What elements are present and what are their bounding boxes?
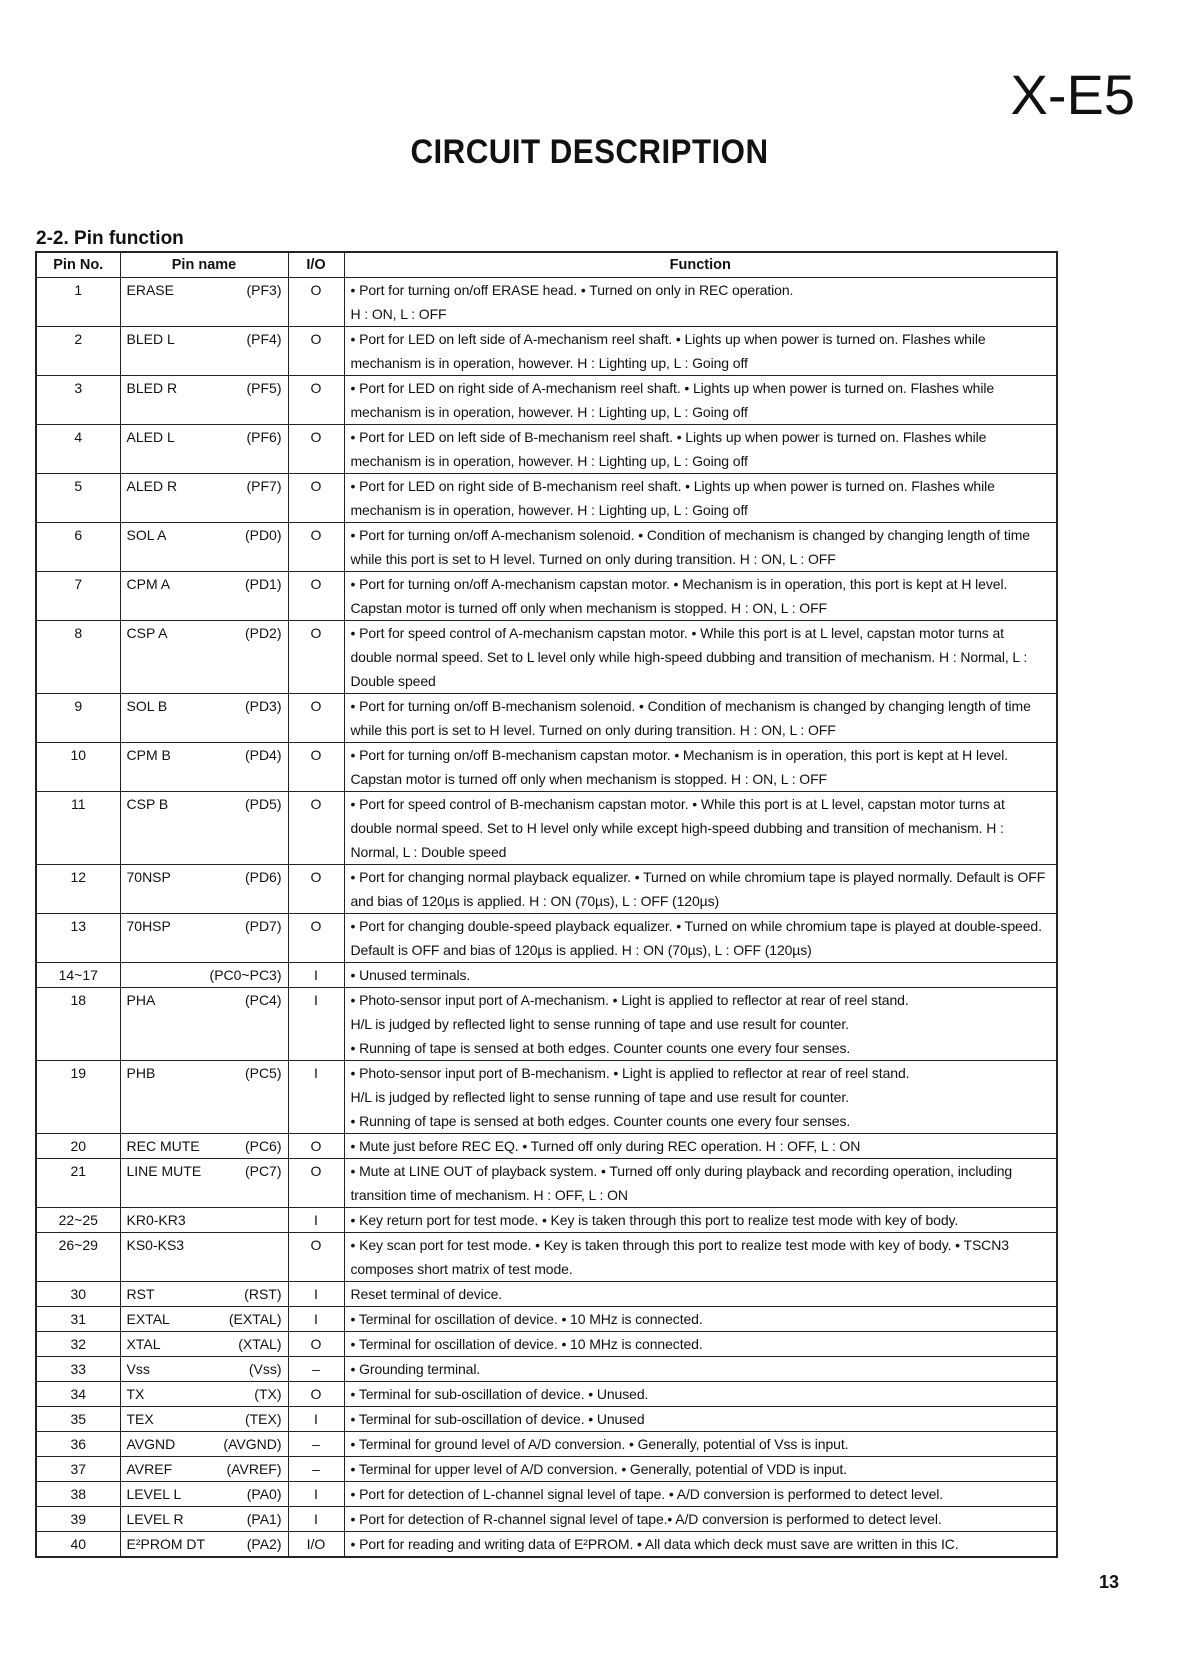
pin-function: • Photo-sensor input port of A-mechanism. • Light is applied to reflector at rear of reel stand. H/L is judged by reflected light to sense running of tape and use result for counter. • Running of tape is sensed at both edges. Counter counts one every four senses. (344, 988, 1057, 1061)
pin-port: (PA2) (246, 1536, 282, 1552)
table-row (36, 1432, 1057, 1457)
pin-port: (PA0) (246, 1486, 282, 1502)
pin-port: (PF7) (246, 478, 282, 494)
pin-io: O (288, 914, 344, 963)
table-row (36, 1208, 1057, 1233)
pin-number: 40 (36, 1532, 120, 1558)
pin-name-cell (120, 1507, 288, 1532)
table-row (36, 1307, 1057, 1332)
pin-function: • Port for speed control of A-mechanism capstan motor. • While this port is at L level, capstan motor turns at double normal speed. Set to L level only while high-speed dubbing and transition of mechanism. H : Normal, L : Double speed (344, 621, 1057, 694)
pin-number: 3 (36, 376, 120, 425)
pin-number: 13 (36, 914, 120, 963)
pin-name-cell (120, 963, 288, 988)
pin-number: 6 (36, 523, 120, 572)
pin-io: O (288, 572, 344, 621)
pin-number: 39 (36, 1507, 120, 1532)
table-row (36, 743, 1057, 792)
pin-name-cell (120, 914, 288, 963)
pin-io: – (288, 1432, 344, 1457)
pin-io: I (288, 1507, 344, 1532)
pin-name: BLED L (126, 331, 175, 347)
pin-name: RST (126, 1286, 155, 1302)
pin-function: • Port for detection of L-channel signal level of tape. • A/D conversion is performed to detect level. (344, 1482, 1057, 1507)
table-row (36, 1407, 1057, 1432)
pin-name-cell (120, 474, 288, 523)
pin-port: (PC7) (244, 1163, 282, 1179)
pin-number: 10 (36, 743, 120, 792)
table-row (36, 1507, 1057, 1532)
pin-function: • Mute at LINE OUT of playback system. • Turned off only during playback and recording operation, including transition time of mechanism. H : OFF, L : ON (344, 1159, 1057, 1208)
pin-port: (PD1) (244, 576, 282, 592)
pin-port: (PD6) (244, 869, 282, 885)
pin-port: (TX) (254, 1386, 282, 1402)
pin-port: (PD5) (244, 796, 282, 812)
table-row (36, 327, 1057, 376)
pin-name: CSP A (126, 625, 168, 641)
pin-function: • Port for turning on/off B-mechanism capstan motor. • Mechanism is in operation, this port is kept at H level. Capstan motor is turned off only when mechanism is stopped. H : ON, L : OFF (344, 743, 1057, 792)
pin-io: O (288, 865, 344, 914)
pin-function: • Key scan port for test mode. • Key is taken through this port to realize test mode with key of body. • TSCN3 composes short matrix of test mode. (344, 1233, 1057, 1282)
pin-io: O (288, 1159, 344, 1208)
pin-function: • Port for changing double-speed playback equalizer. • Turned on while chromium tape is played at double-speed. Default is OFF and bias of 120µs is applied. H : ON (70µs), L : OFF (120µs) (344, 914, 1057, 963)
table-row (36, 1134, 1057, 1159)
pin-io: O (288, 792, 344, 865)
table-row (36, 914, 1057, 963)
pin-io: I (288, 1282, 344, 1307)
pin-port: (AVREF) (226, 1461, 282, 1477)
pin-name: KR0-KR3 (126, 1212, 186, 1228)
pin-port: (PC4) (244, 992, 282, 1008)
pin-number: 18 (36, 988, 120, 1061)
pin-name-cell (120, 1159, 288, 1208)
pin-function: • Port for turning on/off A-mechanism capstan motor. • Mechanism is in operation, this port is kept at H level. Capstan motor is turned off only when mechanism is stopped. H : ON, L : OFF (344, 572, 1057, 621)
pin-io: O (288, 523, 344, 572)
pin-port: (PF5) (246, 380, 282, 396)
pin-number: 9 (36, 694, 120, 743)
pin-io: I (288, 988, 344, 1061)
pin-function-table (35, 251, 1058, 1558)
pin-io: O (288, 376, 344, 425)
pin-number: 37 (36, 1457, 120, 1482)
pin-name-cell (120, 1457, 288, 1482)
pin-name-cell (120, 1357, 288, 1382)
pin-name: ERASE (126, 282, 174, 298)
pin-function: • Port for turning on/off A-mechanism solenoid. • Condition of mechanism is changed by changing length of time while this port is set to H level. Turned on only during transition. H : ON, L : OFF (344, 523, 1057, 572)
pin-name: SOL A (126, 527, 167, 543)
pin-name-cell (120, 1134, 288, 1159)
pin-function: • Grounding terminal. (344, 1357, 1057, 1382)
pin-function: • Port for turning on/off ERASE head. • Turned on only in REC operation. H : ON, L : OFF (344, 278, 1057, 327)
pin-function: • Terminal for oscillation of device. • 10 MHz is connected. (344, 1307, 1057, 1332)
pin-port: (PD0) (244, 527, 282, 543)
pin-name: Vss (126, 1361, 150, 1377)
pin-number: 12 (36, 865, 120, 914)
pin-name: LINE MUTE (126, 1163, 202, 1179)
pin-name: 70NSP (126, 869, 171, 885)
table-row (36, 1482, 1057, 1507)
pin-port: (AVGND) (223, 1436, 282, 1452)
pin-port: (PC0~PC3) (209, 967, 282, 983)
table-row (36, 1061, 1057, 1134)
pin-function: • Terminal for upper level of A/D conversion. • Generally, potential of VDD is input. (344, 1457, 1057, 1482)
pin-name: XTAL (126, 1336, 161, 1352)
pin-port: (EXTAL) (228, 1311, 282, 1327)
pin-function: Reset terminal of device. (344, 1282, 1057, 1307)
pin-number: 38 (36, 1482, 120, 1507)
pin-function: • Port for LED on right side of A-mechanism reel shaft. • Lights up when power is turned on. Flashes while mechanism is in operation, however. H : Lighting up, L : Going off (344, 376, 1057, 425)
pin-io: – (288, 1357, 344, 1382)
pin-function: • Port for detection of R-channel signal level of tape.• A/D conversion is performed to detect level. (344, 1507, 1057, 1532)
pin-name: AVREF (126, 1461, 173, 1477)
table-row (36, 523, 1057, 572)
table-row (36, 988, 1057, 1061)
pin-port: (PA1) (246, 1511, 282, 1527)
pin-io: O (288, 694, 344, 743)
pin-function: • Port for LED on right side of B-mechanism reel shaft. • Lights up when power is turned on. Flashes while mechanism is in operation, however. H : Lighting up, L : Going off (344, 474, 1057, 523)
pin-function: • Terminal for sub-oscillation of device. • Unused. (344, 1382, 1057, 1407)
table-row (36, 572, 1057, 621)
pin-number: 33 (36, 1357, 120, 1382)
pin-name-cell (120, 1407, 288, 1432)
pin-io: I (288, 1482, 344, 1507)
pin-name: LEVEL R (126, 1511, 184, 1527)
pin-io: O (288, 743, 344, 792)
pin-port: (PD4) (244, 747, 282, 763)
header-io: I/O (288, 252, 344, 278)
pin-name-cell (120, 988, 288, 1061)
pin-name: SOL B (126, 698, 168, 714)
pin-io: I (288, 963, 344, 988)
pin-name-cell (120, 1332, 288, 1357)
pin-name: AVGND (126, 1436, 176, 1452)
model-name: X-E5 (1010, 63, 1135, 126)
table-row (36, 1332, 1057, 1357)
pin-number: 36 (36, 1432, 120, 1457)
pin-name: REC MUTE (126, 1138, 200, 1154)
pin-name-cell (120, 1208, 288, 1233)
pin-port: (RST) (244, 1286, 282, 1302)
page-number: 13 (1098, 1572, 1119, 1592)
pin-function: • Key return port for test mode. • Key is taken through this port to realize test mode with key of body. (344, 1208, 1057, 1233)
page-title: CIRCUIT DESCRIPTION (410, 133, 769, 171)
header-function: Function (344, 252, 1057, 278)
pin-name-cell (120, 572, 288, 621)
pin-io: – (288, 1457, 344, 1482)
pin-function: • Terminal for sub-oscillation of device. • Unused (344, 1407, 1057, 1432)
header-pin-no: Pin No. (36, 252, 120, 278)
pin-name-cell (120, 1432, 288, 1457)
table-header-row (36, 252, 1057, 278)
pin-number: 21 (36, 1159, 120, 1208)
pin-number: 32 (36, 1332, 120, 1357)
pin-name: CSP B (126, 796, 169, 812)
table-row (36, 865, 1057, 914)
pin-name: ALED R (126, 478, 178, 494)
pin-io: O (288, 1134, 344, 1159)
pin-io: O (288, 327, 344, 376)
pin-name: TX (126, 1386, 145, 1402)
pin-io: O (288, 278, 344, 327)
pin-port: (PC6) (244, 1138, 282, 1154)
pin-name-cell (120, 327, 288, 376)
pin-io: O (288, 1382, 344, 1407)
table-row (36, 963, 1057, 988)
pin-name-cell (120, 523, 288, 572)
pin-port: (XTAL) (238, 1336, 282, 1352)
pin-number: 7 (36, 572, 120, 621)
pin-name: ALED L (126, 429, 175, 445)
pin-number: 14~17 (36, 963, 120, 988)
pin-io: I/O (288, 1532, 344, 1558)
pin-io: O (288, 1233, 344, 1282)
pin-io: I (288, 1208, 344, 1233)
pin-number: 31 (36, 1307, 120, 1332)
section-heading: 2-2. Pin function (36, 228, 184, 249)
table-row (36, 1282, 1057, 1307)
pin-port: (PC5) (244, 1065, 282, 1081)
pin-name-cell (120, 865, 288, 914)
pin-name-cell (120, 621, 288, 694)
pin-port: (PD7) (244, 918, 282, 934)
pin-port: (PF3) (246, 282, 282, 298)
pin-io: I (288, 1307, 344, 1332)
table-row (36, 1457, 1057, 1482)
pin-io: I (288, 1407, 344, 1432)
pin-function: • Port for speed control of B-mechanism capstan motor. • While this port is at L level, capstan motor turns at double normal speed. Set to H level only while except high-speed dubbing and transition of mechanism. H : Normal, L : Double speed (344, 792, 1057, 865)
pin-function: • Port for LED on left side of B-mechanism reel shaft. • Lights up when power is turned on. Flashes while mechanism is in operation, however. H : Lighting up, L : Going off (344, 425, 1057, 474)
pin-number: 26~29 (36, 1233, 120, 1282)
pin-name: BLED R (126, 380, 178, 396)
pin-port: (PF6) (246, 429, 282, 445)
pin-function: • Unused terminals. (344, 963, 1057, 988)
pin-name: LEVEL L (126, 1486, 182, 1502)
table-row (36, 1532, 1057, 1558)
pin-name-cell (120, 1307, 288, 1332)
pin-name-cell (120, 1061, 288, 1134)
pin-port: (PF4) (246, 331, 282, 347)
pin-name: KS0-KS3 (126, 1237, 185, 1253)
pin-function: • Mute just before REC EQ. • Turned off only during REC operation. H : OFF, L : ON (344, 1134, 1057, 1159)
pin-number: 19 (36, 1061, 120, 1134)
table-row (36, 694, 1057, 743)
pin-function: • Terminal for ground level of A/D conversion. • Generally, potential of Vss is input. (344, 1432, 1057, 1457)
pin-number: 30 (36, 1282, 120, 1307)
pin-name: 70HSP (126, 918, 171, 934)
pin-number: 5 (36, 474, 120, 523)
pin-name: TEX (126, 1411, 154, 1427)
pin-number: 35 (36, 1407, 120, 1432)
pin-function: • Terminal for oscillation of device. • 10 MHz is connected. (344, 1332, 1057, 1357)
pin-name-cell (120, 1532, 288, 1558)
pin-number: 2 (36, 327, 120, 376)
pin-number: 1 (36, 278, 120, 327)
pin-port: (PD3) (244, 698, 282, 714)
table-row (36, 376, 1057, 425)
table-row (36, 474, 1057, 523)
pin-number: 22~25 (36, 1208, 120, 1233)
pin-name-cell (120, 376, 288, 425)
pin-name-cell (120, 1382, 288, 1407)
pin-io: O (288, 1332, 344, 1357)
table-row (36, 278, 1057, 327)
pin-function: • Port for LED on left side of A-mechanism reel shaft. • Lights up when power is turned on. Flashes while mechanism is in operation, however. H : Lighting up, L : Going off (344, 327, 1057, 376)
pin-io: O (288, 425, 344, 474)
pin-io: O (288, 621, 344, 694)
pin-port: (PD2) (244, 625, 282, 641)
pin-name-cell (120, 1233, 288, 1282)
pin-number: 4 (36, 425, 120, 474)
pin-name: E²PROM DT (126, 1536, 206, 1552)
pin-name-cell (120, 792, 288, 865)
table-row (36, 1159, 1057, 1208)
pin-name: CPM B (126, 747, 171, 763)
table-row (36, 1357, 1057, 1382)
pin-name-cell (120, 743, 288, 792)
pin-function: • Port for changing normal playback equalizer. • Turned on while chromium tape is played normally. Default is OFF and bias of 120µs is applied. H : ON (70µs), L : OFF (120µs) (344, 865, 1057, 914)
pin-number: 11 (36, 792, 120, 865)
pin-name: EXTAL (126, 1311, 170, 1327)
table-row (36, 621, 1057, 694)
pin-io: I (288, 1061, 344, 1134)
table-row (36, 1382, 1057, 1407)
pin-number: 20 (36, 1134, 120, 1159)
pin-port: (Vss) (248, 1361, 282, 1377)
pin-io: O (288, 474, 344, 523)
pin-function: • Port for turning on/off B-mechanism solenoid. • Condition of mechanism is changed by changing length of time while this port is set to H level. Turned on only during transition. H : ON, L : OFF (344, 694, 1057, 743)
pin-name-cell (120, 278, 288, 327)
table-row (36, 1233, 1057, 1282)
header-pin-name: Pin name (120, 252, 288, 278)
pin-name: PHA (126, 992, 156, 1008)
table-row (36, 425, 1057, 474)
pin-name-cell (120, 1482, 288, 1507)
pin-name-cell (120, 425, 288, 474)
pin-name: PHB (126, 1065, 156, 1081)
pin-port: (TEX) (244, 1411, 282, 1427)
table-body (36, 278, 1057, 1558)
pin-number: 8 (36, 621, 120, 694)
pin-number: 34 (36, 1382, 120, 1407)
pin-name-cell (120, 694, 288, 743)
table-row (36, 792, 1057, 865)
pin-name-cell (120, 1282, 288, 1307)
pin-name: CPM A (126, 576, 171, 592)
pin-function: • Photo-sensor input port of B-mechanism. • Light is applied to reflector at rear of reel stand. H/L is judged by reflected light to sense running of tape and use result for counter. • Running of tape is sensed at both edges. Counter counts one every four senses. (344, 1061, 1057, 1134)
pin-function: • Port for reading and writing data of E²PROM. • All data which deck must save are written in this IC. (344, 1532, 1057, 1558)
